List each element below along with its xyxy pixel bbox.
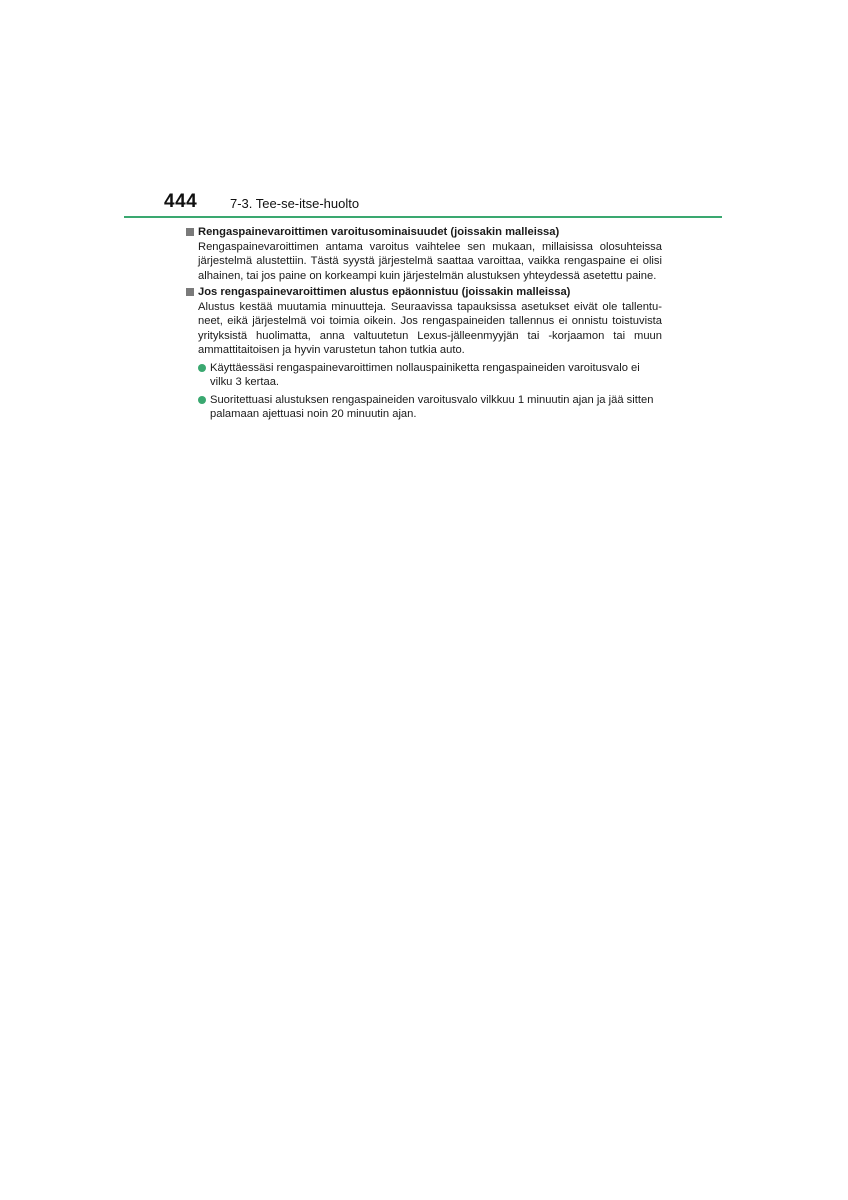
section-tpms-initialization-failure <box>186 285 662 422</box>
list-item <box>198 393 662 422</box>
section-tpms-warning-characteristics <box>186 225 662 283</box>
page-number: 444 <box>164 191 198 212</box>
section-title: 7-3. Tee-se-itse-huolto <box>230 196 360 211</box>
main-content <box>186 225 662 425</box>
square-bullet-icon <box>186 228 194 236</box>
section-body: Rengaspainevaroittimen antama varoitus vaihtelee sen mukaan, millaisissa olosuhteissa järjestelmä alustettiin. Tästä syystä järjestelmä saattaa varoittaa, vaikka rengaspaine ei olisi alhainen, tai jos paine on korkeampi kuin järjestelmän alustuksen yhteydessä asetettu paine. <box>198 240 662 282</box>
failure-cases-list <box>198 361 662 422</box>
list-item-text: Suoritettuasi alustuksen rengaspaineiden varoitusvalo vilkkuu 1 minuutin ajan ja jää sitten palamaan ajettuasi noin 20 minuutin ajan. <box>210 393 654 420</box>
list-item <box>198 361 662 390</box>
section-body: Alustus kestää muutamia minuutteja. Seuraavissa tapauksissa asetukset eivät ole tallentuneet, eikä järjestelmä voi toimia oikein. Jos rengaspaineiden tallennus ei onnistu toistuvista yrityksistä huolimatta, anna valtuutetun Lexus-jälleenmyyjän tai -korjaamon tai muun ammattitaitoisen ja hyvin varustetun tahon tutkia auto. <box>198 300 662 356</box>
page-header <box>124 190 722 220</box>
header-rule <box>124 216 722 218</box>
section-heading <box>186 225 662 240</box>
section-heading-text: Jos rengaspainevaroittimen alustus epäonnistuu (joissakin malleissa) <box>198 286 571 298</box>
square-bullet-icon <box>186 288 194 296</box>
section-heading <box>186 285 662 300</box>
section-heading-text: Rengaspainevaroittimen varoitusominaisuudet (joissakin malleissa) <box>198 226 560 238</box>
dot-bullet-icon <box>198 396 206 404</box>
dot-bullet-icon <box>198 364 206 372</box>
list-item-text: Käyttäessäsi rengaspainevaroittimen nollauspainiketta rengaspaineiden varoitusvalo ei vilku 3 kertaa. <box>210 361 640 388</box>
